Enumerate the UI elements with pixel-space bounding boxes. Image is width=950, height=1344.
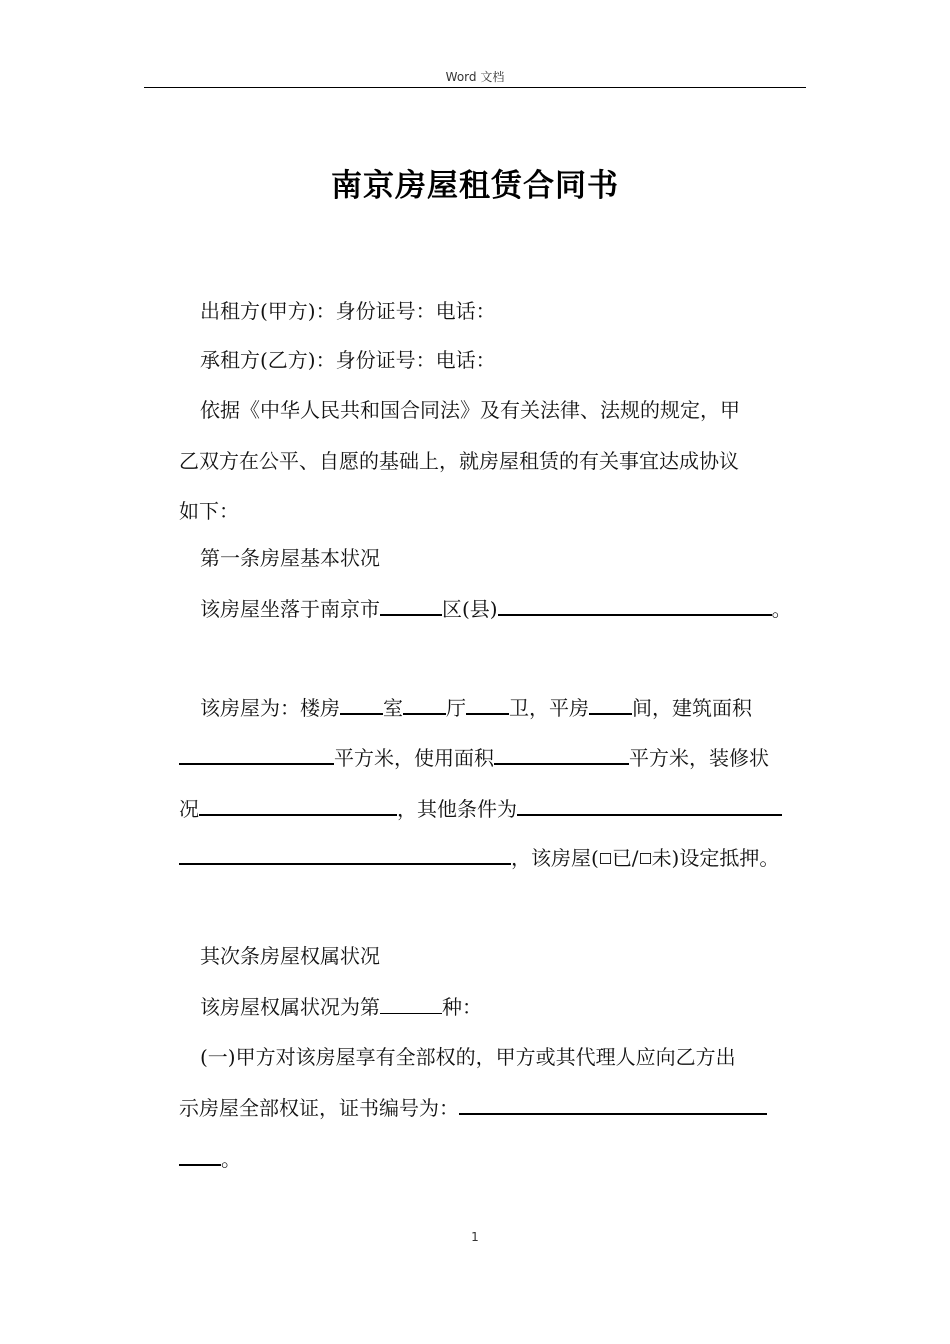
page-number: 1 [471, 1230, 479, 1244]
rooms-blank [340, 695, 383, 715]
document-title: 南京房屋租赁合同书 [331, 168, 619, 204]
halls-blank [403, 695, 446, 715]
other-conditions-blank-2 [179, 845, 511, 865]
party-a-line: 出租方(甲方)：身份证号：电话： [200, 299, 496, 323]
building-area-blank [179, 745, 334, 765]
decoration-blank [199, 796, 397, 816]
other-conditions-blank [517, 796, 782, 816]
intro-line-1: 依据《中华人民共和国合同法》及有关法律、法规的规定，甲 [200, 398, 740, 422]
area-line [179, 745, 769, 771]
certificate-number-blank [459, 1095, 767, 1115]
mortgage-line [179, 845, 779, 871]
desc-text-d: 卫，平房 [509, 696, 589, 720]
location-text-a: 该房屋坐落于南京市 [200, 597, 380, 621]
ownership-line [200, 994, 482, 1020]
area-text-b: 平方米，装修状 [629, 746, 769, 770]
address-blank [498, 596, 772, 616]
own-text-b: 种： [442, 995, 482, 1019]
desc-text-e: 间，建筑面积 [632, 696, 752, 720]
usable-area-blank [494, 745, 629, 765]
location-line [200, 596, 792, 622]
desc-text-c: 厅 [446, 696, 466, 720]
ownership-type-blank [380, 995, 442, 1014]
mort-text-a: ，该房屋( [511, 846, 599, 870]
article-1-title: 第一条房屋基本状况 [200, 546, 380, 570]
cond-text-a: 况 [179, 797, 199, 821]
document-header: Word 文档 [445, 70, 505, 84]
cond-text-b: ，其他条件为 [397, 797, 517, 821]
clause-1-line-3 [179, 1146, 241, 1172]
clause-1-line-1: (一)甲方对该房屋享有全部权的，甲方或其代理人应向乙方出 [200, 1045, 736, 1069]
baths-blank [466, 695, 509, 715]
bungalow-rooms-blank [589, 695, 632, 715]
mort-text-b: 已/ [611, 846, 639, 870]
condition-line [179, 796, 782, 822]
intro-line-3: 如下： [179, 499, 239, 523]
district-blank [380, 596, 442, 616]
clause1-text: 示房屋全部权证，证书编号为： [179, 1096, 459, 1120]
description-line [200, 695, 752, 721]
mort-text-c: 未)设定抵押。 [651, 846, 780, 870]
article-2-title: 其次条房屋权属状况 [200, 944, 380, 968]
area-text-a: 平方米，使用面积 [334, 746, 494, 770]
clause-1-line-2 [179, 1095, 767, 1121]
party-b-line: 承租方(乙方)：身份证号：电话： [200, 348, 496, 372]
desc-text-a: 该房屋为：楼房 [200, 696, 340, 720]
own-text-a: 该房屋权属状况为第 [200, 995, 380, 1019]
location-text-b: 区(县) [442, 597, 498, 621]
checkbox-icon [640, 853, 651, 864]
desc-text-b: 室 [383, 696, 403, 720]
certificate-number-blank-2 [179, 1146, 221, 1166]
checkbox-icon [600, 853, 611, 864]
intro-line-2: 乙双方在公平、自愿的基础上，就房屋租赁的有关事宜达成协议 [179, 449, 739, 473]
clause1-end: 。 [221, 1147, 241, 1171]
header-rule [144, 87, 806, 88]
location-end: 。 [771, 597, 792, 621]
